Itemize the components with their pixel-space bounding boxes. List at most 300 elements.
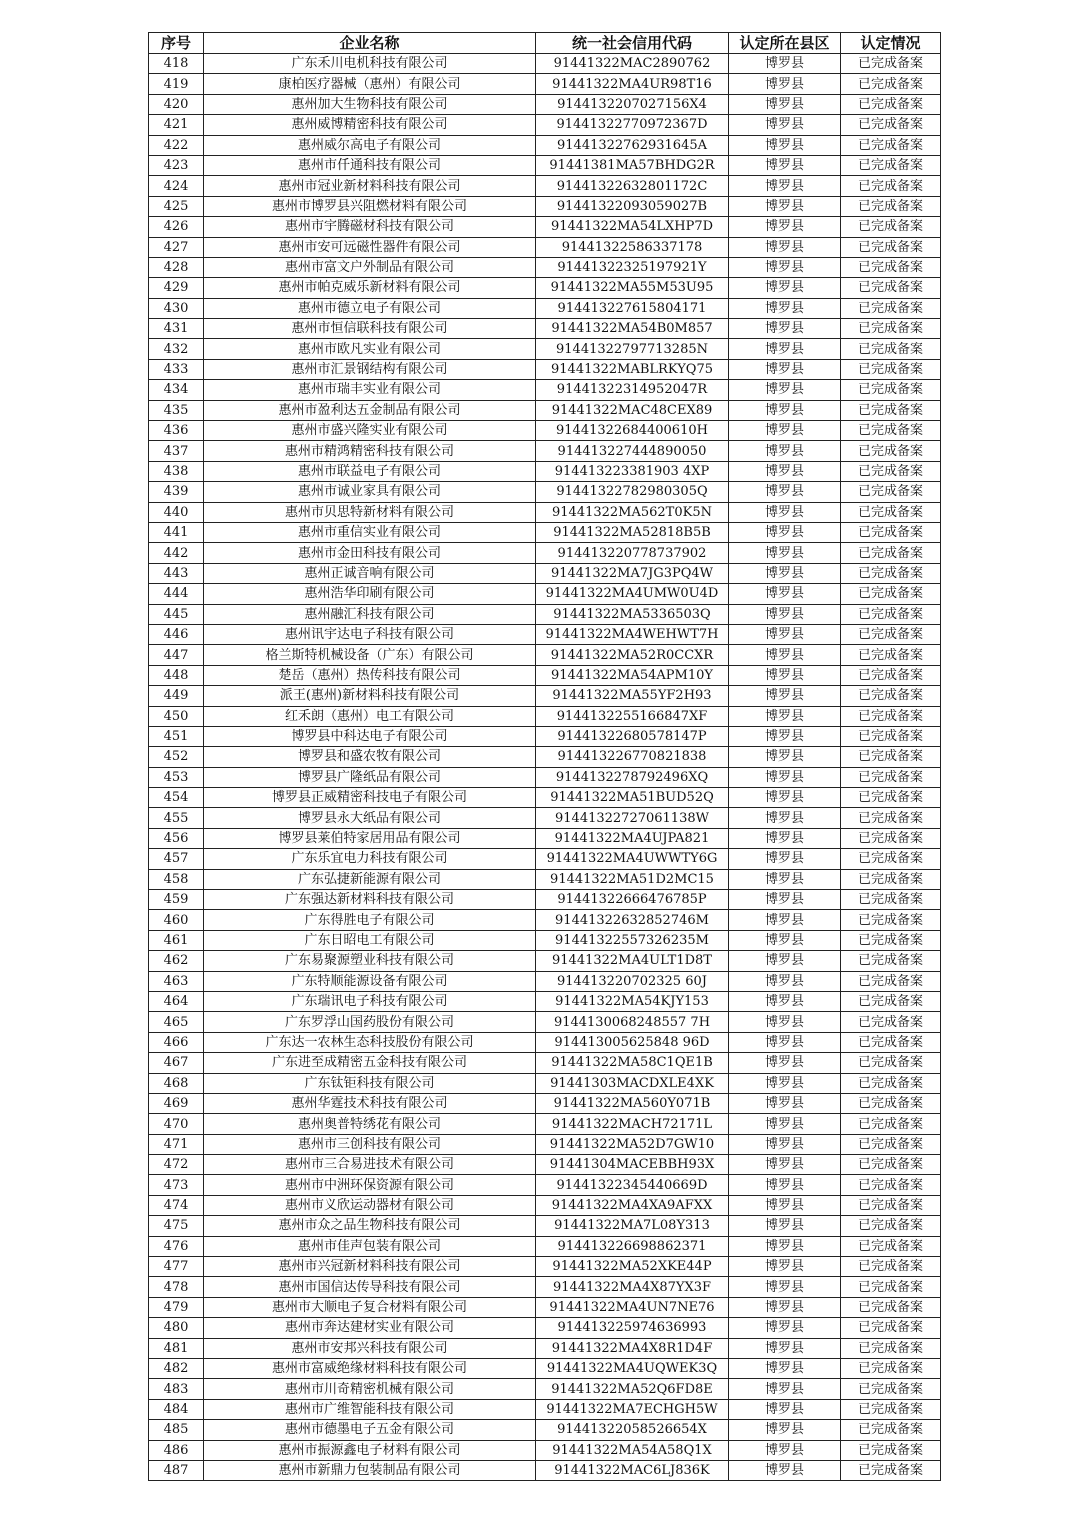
cell-credit-code: 91441322MA4WEHWT7H bbox=[536, 624, 729, 644]
cell-status: 已完成备案 bbox=[841, 1155, 941, 1175]
table-row bbox=[149, 604, 941, 624]
cell-credit-code: 91441322MA4XA9AFXX bbox=[536, 1195, 729, 1215]
cell-credit-code: 91441322MA4UN7NE76 bbox=[536, 1297, 729, 1317]
cell-company-name: 惠州市奔达建材实业有限公司 bbox=[204, 1318, 536, 1338]
table-row bbox=[149, 522, 941, 542]
cell-serial: 426 bbox=[149, 217, 204, 237]
cell-serial: 479 bbox=[149, 1297, 204, 1317]
cell-company-name: 惠州市宇腾磁材科技有限公司 bbox=[204, 217, 536, 237]
cell-county: 博罗县 bbox=[729, 890, 841, 910]
cell-serial: 422 bbox=[149, 135, 204, 155]
cell-county: 博罗县 bbox=[729, 1379, 841, 1399]
cell-serial: 483 bbox=[149, 1379, 204, 1399]
cell-serial: 481 bbox=[149, 1338, 204, 1358]
table-row bbox=[149, 1440, 941, 1460]
cell-county: 博罗县 bbox=[729, 686, 841, 706]
cell-serial: 428 bbox=[149, 257, 204, 277]
cell-credit-code: 91441381MA57BHDG2R bbox=[536, 155, 729, 175]
cell-credit-code: 91441322058526654X bbox=[536, 1420, 729, 1440]
cell-status: 已完成备案 bbox=[841, 665, 941, 685]
cell-serial: 475 bbox=[149, 1216, 204, 1236]
cell-status: 已完成备案 bbox=[841, 1073, 941, 1093]
cell-company-name: 惠州市帕克威乐新材料有限公司 bbox=[204, 278, 536, 298]
cell-status: 已完成备案 bbox=[841, 1257, 941, 1277]
cell-county: 博罗县 bbox=[729, 1236, 841, 1256]
cell-credit-code: 914413225974636993 bbox=[536, 1318, 729, 1338]
cell-company-name: 广东瑞讯电子科技有限公司 bbox=[204, 991, 536, 1011]
cell-credit-code: 91441322727061138W bbox=[536, 808, 729, 828]
cell-company-name: 惠州市大顺电子复合材料有限公司 bbox=[204, 1297, 536, 1317]
cell-credit-code: 91441322770972367D bbox=[536, 115, 729, 135]
cell-credit-code: 91441322314952047R bbox=[536, 380, 729, 400]
cell-status: 已完成备案 bbox=[841, 1297, 941, 1317]
cell-company-name: 广东特顺能源设备有限公司 bbox=[204, 971, 536, 991]
cell-status: 已完成备案 bbox=[841, 1012, 941, 1032]
cell-company-name: 广东易聚源塑业科技有限公司 bbox=[204, 951, 536, 971]
cell-status: 已完成备案 bbox=[841, 543, 941, 563]
cell-county: 博罗县 bbox=[729, 1277, 841, 1297]
cell-credit-code: 91441322MA54KJY153 bbox=[536, 991, 729, 1011]
cell-company-name: 惠州市国信达传导科技有限公司 bbox=[204, 1277, 536, 1297]
cell-county: 博罗县 bbox=[729, 319, 841, 339]
cell-serial: 461 bbox=[149, 930, 204, 950]
cell-status: 已完成备案 bbox=[841, 1399, 941, 1419]
cell-serial: 450 bbox=[149, 706, 204, 726]
cell-serial: 472 bbox=[149, 1155, 204, 1175]
table-row bbox=[149, 726, 941, 746]
cell-credit-code: 9144130068248557 7H bbox=[536, 1012, 729, 1032]
cell-status: 已完成备案 bbox=[841, 1379, 941, 1399]
cell-serial: 432 bbox=[149, 339, 204, 359]
cell-serial: 445 bbox=[149, 604, 204, 624]
cell-county: 博罗县 bbox=[729, 645, 841, 665]
cell-serial: 470 bbox=[149, 1114, 204, 1134]
cell-serial: 444 bbox=[149, 584, 204, 604]
table-body bbox=[149, 54, 941, 1481]
cell-status: 已完成备案 bbox=[841, 257, 941, 277]
table-row bbox=[149, 665, 941, 685]
cell-county: 博罗县 bbox=[729, 441, 841, 461]
cell-status: 已完成备案 bbox=[841, 1175, 941, 1195]
table-row bbox=[149, 278, 941, 298]
table-row bbox=[149, 1093, 941, 1113]
cell-serial: 464 bbox=[149, 991, 204, 1011]
cell-company-name: 惠州市佳声包装有限公司 bbox=[204, 1236, 536, 1256]
cell-county: 博罗县 bbox=[729, 1318, 841, 1338]
cell-company-name: 广东进至成精密五金科技有限公司 bbox=[204, 1053, 536, 1073]
table-row bbox=[149, 1053, 941, 1073]
table-row bbox=[149, 217, 941, 237]
cell-company-name: 惠州市瑞丰实业有限公司 bbox=[204, 380, 536, 400]
cell-credit-code: 91441322MA54A58Q1X bbox=[536, 1440, 729, 1460]
cell-company-name: 楚岳（惠州）热传科技有限公司 bbox=[204, 665, 536, 685]
cell-status: 已完成备案 bbox=[841, 1318, 941, 1338]
cell-county: 博罗县 bbox=[729, 1093, 841, 1113]
cell-status: 已完成备案 bbox=[841, 482, 941, 502]
table-row bbox=[149, 380, 941, 400]
cell-status: 已完成备案 bbox=[841, 808, 941, 828]
cell-company-name: 惠州市仟通科技有限公司 bbox=[204, 155, 536, 175]
cell-serial: 419 bbox=[149, 74, 204, 94]
cell-serial: 482 bbox=[149, 1359, 204, 1379]
cell-county: 博罗县 bbox=[729, 298, 841, 318]
cell-company-name: 广东钛钜科技有限公司 bbox=[204, 1073, 536, 1093]
cell-company-name: 博罗县和盛农牧有限公司 bbox=[204, 747, 536, 767]
cell-status: 已完成备案 bbox=[841, 380, 941, 400]
cell-credit-code: 91441322586337178 bbox=[536, 237, 729, 257]
table-row bbox=[149, 1134, 941, 1154]
cell-county: 博罗县 bbox=[729, 665, 841, 685]
table-header-row bbox=[149, 33, 941, 54]
cell-company-name: 惠州华霆技术科技有限公司 bbox=[204, 1093, 536, 1113]
table-row bbox=[149, 624, 941, 644]
table-row bbox=[149, 686, 941, 706]
cell-serial: 463 bbox=[149, 971, 204, 991]
table-row bbox=[149, 482, 941, 502]
cell-serial: 421 bbox=[149, 115, 204, 135]
cell-county: 博罗县 bbox=[729, 74, 841, 94]
cell-serial: 458 bbox=[149, 869, 204, 889]
cell-credit-code: 9144132255166847XF bbox=[536, 706, 729, 726]
cell-company-name: 广东弘捷新能源有限公司 bbox=[204, 869, 536, 889]
cell-company-name: 惠州市安邦兴科技有限公司 bbox=[204, 1338, 536, 1358]
cell-credit-code: 91441322MA52D7GW10 bbox=[536, 1134, 729, 1154]
cell-serial: 486 bbox=[149, 1440, 204, 1460]
cell-county: 博罗县 bbox=[729, 828, 841, 848]
cell-credit-code: 914413220702325 60J bbox=[536, 971, 729, 991]
cell-credit-code: 91441322MA5336503Q bbox=[536, 604, 729, 624]
table-row bbox=[149, 767, 941, 787]
cell-county: 博罗县 bbox=[729, 94, 841, 114]
cell-company-name: 惠州融汇科技有限公司 bbox=[204, 604, 536, 624]
cell-serial: 466 bbox=[149, 1032, 204, 1052]
table-row bbox=[149, 461, 941, 481]
table-row bbox=[149, 319, 941, 339]
cell-county: 博罗县 bbox=[729, 176, 841, 196]
cell-serial: 452 bbox=[149, 747, 204, 767]
cell-status: 已完成备案 bbox=[841, 930, 941, 950]
cell-credit-code: 914413005625848 96D bbox=[536, 1032, 729, 1052]
cell-county: 博罗县 bbox=[729, 522, 841, 542]
header-status: 认定情况 bbox=[841, 33, 941, 54]
cell-serial: 435 bbox=[149, 400, 204, 420]
cell-county: 博罗县 bbox=[729, 849, 841, 869]
cell-credit-code: 91441322MA7JG3PQ4W bbox=[536, 563, 729, 583]
cell-serial: 456 bbox=[149, 828, 204, 848]
cell-status: 已完成备案 bbox=[841, 74, 941, 94]
cell-serial: 425 bbox=[149, 196, 204, 216]
cell-credit-code: 91441322MA51BUD52Q bbox=[536, 788, 729, 808]
cell-company-name: 惠州市新鼎力包装制品有限公司 bbox=[204, 1460, 536, 1480]
cell-serial: 418 bbox=[149, 54, 204, 74]
cell-company-name: 惠州市义欣运动器材有限公司 bbox=[204, 1195, 536, 1215]
cell-serial: 477 bbox=[149, 1257, 204, 1277]
cell-serial: 465 bbox=[149, 1012, 204, 1032]
cell-company-name: 惠州市富文户外制品有限公司 bbox=[204, 257, 536, 277]
cell-status: 已完成备案 bbox=[841, 971, 941, 991]
cell-status: 已完成备案 bbox=[841, 849, 941, 869]
cell-company-name: 惠州浩华印刷有限公司 bbox=[204, 584, 536, 604]
table-row bbox=[149, 400, 941, 420]
cell-county: 博罗县 bbox=[729, 196, 841, 216]
cell-company-name: 惠州市联益电子有限公司 bbox=[204, 461, 536, 481]
cell-status: 已完成备案 bbox=[841, 217, 941, 237]
cell-county: 博罗县 bbox=[729, 971, 841, 991]
cell-serial: 471 bbox=[149, 1134, 204, 1154]
cell-county: 博罗县 bbox=[729, 747, 841, 767]
cell-serial: 441 bbox=[149, 522, 204, 542]
cell-credit-code: 9144132207027156X4 bbox=[536, 94, 729, 114]
cell-company-name: 派王(惠州)新材料科技有限公司 bbox=[204, 686, 536, 706]
table-row bbox=[149, 339, 941, 359]
cell-credit-code: 91441322MA4ULT1D8T bbox=[536, 951, 729, 971]
cell-county: 博罗县 bbox=[729, 991, 841, 1011]
cell-county: 博罗县 bbox=[729, 951, 841, 971]
cell-status: 已完成备案 bbox=[841, 1359, 941, 1379]
cell-credit-code: 91441322632801172C bbox=[536, 176, 729, 196]
cell-company-name: 惠州市三合易进技术有限公司 bbox=[204, 1155, 536, 1175]
table-row bbox=[149, 1236, 941, 1256]
table-row bbox=[149, 94, 941, 114]
table-row bbox=[149, 971, 941, 991]
cell-county: 博罗县 bbox=[729, 1297, 841, 1317]
cell-serial: 447 bbox=[149, 645, 204, 665]
cell-serial: 460 bbox=[149, 910, 204, 930]
cell-status: 已完成备案 bbox=[841, 319, 941, 339]
cell-company-name: 惠州市恒信联科技有限公司 bbox=[204, 319, 536, 339]
cell-credit-code: 91441322632852746M bbox=[536, 910, 729, 930]
cell-status: 已完成备案 bbox=[841, 1236, 941, 1256]
cell-status: 已完成备案 bbox=[841, 686, 941, 706]
cell-credit-code: 91441322325197921Y bbox=[536, 257, 729, 277]
cell-company-name: 惠州加大生物科技有限公司 bbox=[204, 94, 536, 114]
cell-serial: 454 bbox=[149, 788, 204, 808]
cell-serial: 438 bbox=[149, 461, 204, 481]
cell-credit-code: 91441322MAC48CEX89 bbox=[536, 400, 729, 420]
cell-status: 已完成备案 bbox=[841, 1420, 941, 1440]
cell-company-name: 惠州市广维智能科技有限公司 bbox=[204, 1399, 536, 1419]
cell-company-name: 惠州市博罗县兴阻燃材料有限公司 bbox=[204, 196, 536, 216]
cell-county: 博罗县 bbox=[729, 421, 841, 441]
cell-county: 博罗县 bbox=[729, 1012, 841, 1032]
cell-credit-code: 91441322345440669D bbox=[536, 1175, 729, 1195]
table-row bbox=[149, 502, 941, 522]
cell-company-name: 红禾朗（惠州）电工有限公司 bbox=[204, 706, 536, 726]
cell-company-name: 惠州市盈利达五金制品有限公司 bbox=[204, 400, 536, 420]
cell-county: 博罗县 bbox=[729, 54, 841, 74]
cell-company-name: 惠州市川奇精密机械有限公司 bbox=[204, 1379, 536, 1399]
cell-credit-code: 91441322MA54B0M857 bbox=[536, 319, 729, 339]
cell-serial: 467 bbox=[149, 1053, 204, 1073]
cell-credit-code: 91441304MACEBBH93X bbox=[536, 1155, 729, 1175]
table-row bbox=[149, 808, 941, 828]
table-row bbox=[149, 176, 941, 196]
cell-serial: 451 bbox=[149, 726, 204, 746]
cell-county: 博罗县 bbox=[729, 788, 841, 808]
cell-credit-code: 91441322MA52Q6FD8E bbox=[536, 1379, 729, 1399]
cell-credit-code: 914413227615804171 bbox=[536, 298, 729, 318]
cell-serial: 437 bbox=[149, 441, 204, 461]
cell-company-name: 康柏医疗器械（惠州）有限公司 bbox=[204, 74, 536, 94]
cell-county: 博罗县 bbox=[729, 1114, 841, 1134]
table-row bbox=[149, 421, 941, 441]
cell-company-name: 博罗县永大纸品有限公司 bbox=[204, 808, 536, 828]
cell-credit-code: 91441322MA52XKE44P bbox=[536, 1257, 729, 1277]
cell-county: 博罗县 bbox=[729, 604, 841, 624]
cell-credit-code: 914413220778737902 bbox=[536, 543, 729, 563]
cell-county: 博罗县 bbox=[729, 1440, 841, 1460]
cell-county: 博罗县 bbox=[729, 584, 841, 604]
cell-county: 博罗县 bbox=[729, 502, 841, 522]
table-row bbox=[149, 359, 941, 379]
cell-company-name: 广东乐宜电力科技有限公司 bbox=[204, 849, 536, 869]
table-row bbox=[149, 74, 941, 94]
cell-county: 博罗县 bbox=[729, 1338, 841, 1358]
cell-company-name: 惠州市振源鑫电子材料有限公司 bbox=[204, 1440, 536, 1460]
cell-company-name: 广东达一农林生态科技股份有限公司 bbox=[204, 1032, 536, 1052]
cell-status: 已完成备案 bbox=[841, 359, 941, 379]
cell-company-name: 惠州威博精密科技有限公司 bbox=[204, 115, 536, 135]
cell-status: 已完成备案 bbox=[841, 991, 941, 1011]
cell-county: 博罗县 bbox=[729, 1073, 841, 1093]
cell-credit-code: 91441322MA4X8R1D4F bbox=[536, 1338, 729, 1358]
cell-credit-code: 91441322MA52818B5B bbox=[536, 522, 729, 542]
cell-credit-code: 91441322MAC2890762 bbox=[536, 54, 729, 74]
cell-credit-code: 91441322MA560Y071B bbox=[536, 1093, 729, 1113]
cell-credit-code: 91441322762931645A bbox=[536, 135, 729, 155]
cell-serial: 420 bbox=[149, 94, 204, 114]
cell-status: 已完成备案 bbox=[841, 624, 941, 644]
enterprise-registry-table bbox=[148, 32, 941, 1481]
cell-status: 已完成备案 bbox=[841, 1440, 941, 1460]
cell-company-name: 惠州市安可远磁性器件有限公司 bbox=[204, 237, 536, 257]
cell-county: 博罗县 bbox=[729, 217, 841, 237]
cell-serial: 469 bbox=[149, 1093, 204, 1113]
cell-serial: 440 bbox=[149, 502, 204, 522]
table-row bbox=[149, 747, 941, 767]
cell-company-name: 惠州市德墨电子五金有限公司 bbox=[204, 1420, 536, 1440]
header-county: 认定所在县区 bbox=[729, 33, 841, 54]
table-row bbox=[149, 54, 941, 74]
table-row bbox=[149, 441, 941, 461]
cell-company-name: 惠州市富威绝缘材料科技有限公司 bbox=[204, 1359, 536, 1379]
cell-county: 博罗县 bbox=[729, 910, 841, 930]
cell-serial: 485 bbox=[149, 1420, 204, 1440]
table-row bbox=[149, 1155, 941, 1175]
cell-credit-code: 91441322MA54LXHP7D bbox=[536, 217, 729, 237]
table-row bbox=[149, 951, 941, 971]
cell-status: 已完成备案 bbox=[841, 584, 941, 604]
cell-county: 博罗县 bbox=[729, 1155, 841, 1175]
cell-county: 博罗县 bbox=[729, 135, 841, 155]
cell-serial: 423 bbox=[149, 155, 204, 175]
cell-company-name: 惠州市贝思特新材料有限公司 bbox=[204, 502, 536, 522]
table-row bbox=[149, 196, 941, 216]
cell-status: 已完成备案 bbox=[841, 135, 941, 155]
cell-status: 已完成备案 bbox=[841, 706, 941, 726]
cell-company-name: 惠州市金田科技有限公司 bbox=[204, 543, 536, 563]
table-row bbox=[149, 1359, 941, 1379]
cell-serial: 462 bbox=[149, 951, 204, 971]
cell-credit-code: 914413226770821838 bbox=[536, 747, 729, 767]
cell-county: 博罗县 bbox=[729, 461, 841, 481]
cell-county: 博罗县 bbox=[729, 115, 841, 135]
table-row bbox=[149, 828, 941, 848]
cell-status: 已完成备案 bbox=[841, 176, 941, 196]
cell-company-name: 惠州市三创科技有限公司 bbox=[204, 1134, 536, 1154]
table-row bbox=[149, 1318, 941, 1338]
cell-county: 博罗县 bbox=[729, 278, 841, 298]
table-row bbox=[149, 1420, 941, 1440]
cell-company-name: 广东罗浮山国药股份有限公司 bbox=[204, 1012, 536, 1032]
cell-credit-code: 91441322680578147P bbox=[536, 726, 729, 746]
cell-county: 博罗县 bbox=[729, 1420, 841, 1440]
cell-status: 已完成备案 bbox=[841, 1338, 941, 1358]
cell-status: 已完成备案 bbox=[841, 1114, 941, 1134]
cell-status: 已完成备案 bbox=[841, 115, 941, 135]
cell-status: 已完成备案 bbox=[841, 461, 941, 481]
table-row bbox=[149, 910, 941, 930]
cell-county: 博罗县 bbox=[729, 359, 841, 379]
cell-company-name: 惠州市众之品生物科技有限公司 bbox=[204, 1216, 536, 1236]
cell-county: 博罗县 bbox=[729, 726, 841, 746]
cell-county: 博罗县 bbox=[729, 339, 841, 359]
table-row bbox=[149, 1257, 941, 1277]
cell-county: 博罗县 bbox=[729, 482, 841, 502]
cell-status: 已完成备案 bbox=[841, 1032, 941, 1052]
cell-serial: 457 bbox=[149, 849, 204, 869]
cell-serial: 480 bbox=[149, 1318, 204, 1338]
table-row bbox=[149, 1460, 941, 1480]
cell-county: 博罗县 bbox=[729, 869, 841, 889]
table-row bbox=[149, 1195, 941, 1215]
cell-county: 博罗县 bbox=[729, 237, 841, 257]
cell-status: 已完成备案 bbox=[841, 563, 941, 583]
cell-credit-code: 91441322MA52R0CCXR bbox=[536, 645, 729, 665]
cell-county: 博罗县 bbox=[729, 1134, 841, 1154]
cell-credit-code: 91441322MA4UWWTY6G bbox=[536, 849, 729, 869]
cell-credit-code: 91441322MA55YF2H93 bbox=[536, 686, 729, 706]
cell-county: 博罗县 bbox=[729, 543, 841, 563]
table-row bbox=[149, 135, 941, 155]
cell-status: 已完成备案 bbox=[841, 1216, 941, 1236]
cell-serial: 484 bbox=[149, 1399, 204, 1419]
table-row bbox=[149, 563, 941, 583]
cell-status: 已完成备案 bbox=[841, 890, 941, 910]
cell-status: 已完成备案 bbox=[841, 522, 941, 542]
cell-credit-code: 91441322MA4UMW0U4D bbox=[536, 584, 729, 604]
cell-company-name: 惠州市德立电子有限公司 bbox=[204, 298, 536, 318]
cell-credit-code: 91441303MACDXLE4XK bbox=[536, 1073, 729, 1093]
cell-company-name: 博罗县莱伯特家居用品有限公司 bbox=[204, 828, 536, 848]
cell-status: 已完成备案 bbox=[841, 1134, 941, 1154]
cell-credit-code: 91441322MA54APM10Y bbox=[536, 665, 729, 685]
cell-county: 博罗县 bbox=[729, 155, 841, 175]
cell-credit-code: 91441322MABLRKYQ75 bbox=[536, 359, 729, 379]
table-row bbox=[149, 298, 941, 318]
cell-company-name: 惠州市诚业家具有限公司 bbox=[204, 482, 536, 502]
table-row bbox=[149, 1338, 941, 1358]
cell-company-name: 惠州正诚音响有限公司 bbox=[204, 563, 536, 583]
cell-serial: 453 bbox=[149, 767, 204, 787]
table-row bbox=[149, 237, 941, 257]
cell-status: 已完成备案 bbox=[841, 1093, 941, 1113]
cell-status: 已完成备案 bbox=[841, 910, 941, 930]
table-row bbox=[149, 645, 941, 665]
cell-company-name: 格兰斯特机械设备（广东）有限公司 bbox=[204, 645, 536, 665]
cell-credit-code: 91441322MA4UR98T16 bbox=[536, 74, 729, 94]
cell-credit-code: 91441322093059027B bbox=[536, 196, 729, 216]
